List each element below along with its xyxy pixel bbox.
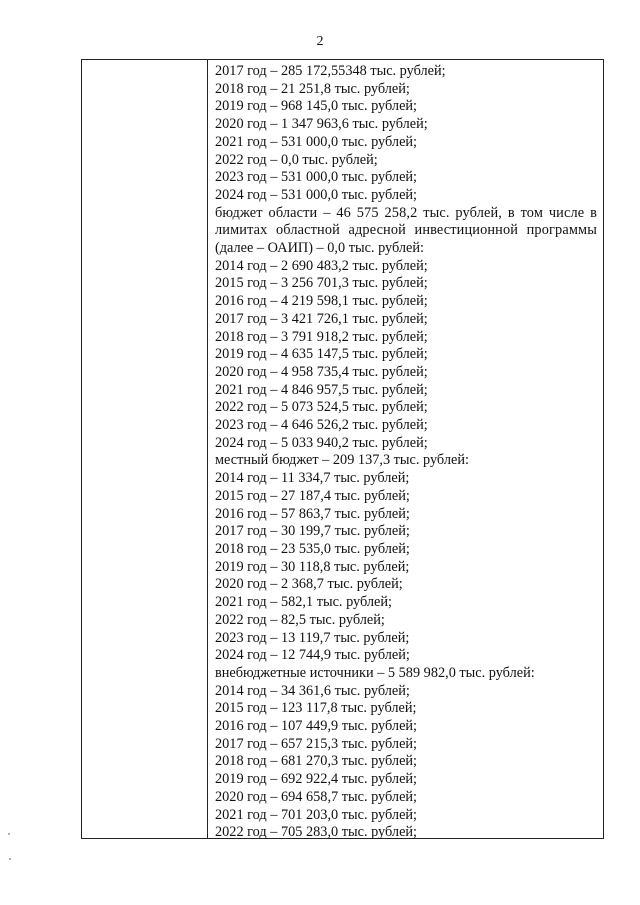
- funding-line: 2015 год – 3 256 701,3 тыс. рублей;: [215, 275, 428, 292]
- funding-line: 2022 год – 0,0 тыс. рублей;: [215, 151, 378, 168]
- funding-line: 2015 год – 123 117,8 тыс. рублей;: [215, 700, 417, 717]
- funding-line: 2017 год – 30 199,7 тыс. рублей;: [215, 523, 410, 540]
- scan-speck: [8, 833, 10, 835]
- table-right-cell: [208, 60, 603, 841]
- funding-line: 2023 год – 4 646 526,2 тыс. рублей;: [215, 417, 428, 434]
- funding-line: 2020 год – 2 368,7 тыс. рублей;: [215, 576, 403, 593]
- section-heading-extrabudgetary: внебюджетные источники – 5 589 982,0 тыс. рублей:: [215, 664, 535, 681]
- funding-line: 2019 год – 692 922,4 тыс. рублей;: [215, 771, 418, 788]
- funding-line: 2015 год – 27 187,4 тыс. рублей;: [215, 487, 410, 504]
- funding-line: 2019 год – 30 118,8 тыс. рублей;: [215, 558, 410, 575]
- funding-line: 2018 год – 23 535,0 тыс. рублей;: [215, 540, 410, 557]
- funding-line: 2017 год – 3 421 726,1 тыс. рублей;: [215, 310, 428, 327]
- funding-line: 2016 год – 57 863,7 тыс. рублей;: [215, 505, 410, 522]
- section-heading-regional-budget-end: (далее – ОАИП) – 0,0 тыс. рублей:: [215, 240, 425, 257]
- funding-line: 2024 год – 5 033 940,2 тыс. рублей;: [215, 434, 428, 451]
- funding-line: 2016 год – 107 449,9 тыс. рублей;: [215, 718, 418, 735]
- funding-line: 2017 год – 657 215,3 тыс. рублей;: [215, 735, 418, 752]
- scan-speck: [9, 858, 11, 860]
- funding-line: 2021 год – 701 203,0 тыс. рублей;: [215, 806, 418, 823]
- funding-line: 2022 год – 82,5 тыс. рублей;: [215, 611, 385, 628]
- funding-line: 2014 год – 2 690 483,2 тыс. рублей;: [215, 257, 428, 274]
- section-heading-regional-budget: бюджет области – 46 575 258,2 тыс. рублей, в том числе в: [215, 204, 597, 221]
- funding-line: 2022 год – 705 283,0 тыс. рублей;: [215, 824, 418, 841]
- funding-line: 2020 год – 694 658,7 тыс. рублей;: [215, 788, 418, 805]
- section-heading-regional-budget-cont: лимитах областной адресной инвестиционной программы: [215, 222, 597, 239]
- funding-line: 2021 год – 4 846 957,5 тыс. рублей;: [215, 381, 428, 398]
- funding-line: 2019 год – 4 635 147,5 тыс. рублей;: [215, 346, 428, 363]
- funding-line: 2017 год – 285 172,55348 тыс. рублей;: [215, 63, 446, 79]
- funding-line: 2021 год – 531 000,0 тыс. рублей;: [215, 133, 418, 150]
- funding-line: 2024 год – 531 000,0 тыс. рублей;: [215, 186, 418, 203]
- funding-line: 2023 год – 13 119,7 тыс. рублей;: [215, 629, 410, 646]
- funding-line: 2020 год – 1 347 963,6 тыс. рублей;: [215, 116, 428, 133]
- funding-line: 2023 год – 531 000,0 тыс. рублей;: [215, 169, 418, 186]
- table-left-cell: [82, 60, 208, 838]
- funding-line: 2014 год – 34 361,6 тыс. рублей;: [215, 682, 410, 699]
- funding-line: 2016 год – 4 219 598,1 тыс. рублей;: [215, 293, 428, 310]
- funding-line: 2018 год – 3 791 918,2 тыс. рублей;: [215, 328, 428, 345]
- page-number: 2: [316, 34, 324, 49]
- funding-line: 2020 год – 4 958 735,4 тыс. рублей;: [215, 363, 428, 380]
- funding-line: 2022 год – 5 073 524,5 тыс. рублей;: [215, 399, 428, 416]
- funding-line: 2021 год – 582,1 тыс. рублей;: [215, 594, 393, 611]
- funding-line: 2018 год – 21 251,8 тыс. рублей;: [215, 80, 410, 97]
- funding-line: 2019 год – 968 145,0 тыс. рублей;: [215, 98, 418, 115]
- section-heading-local-budget: местный бюджет – 209 137,3 тыс. рублей:: [215, 452, 469, 469]
- funding-line: 2018 год – 681 270,3 тыс. рублей;: [215, 753, 418, 770]
- funding-line: 2024 год – 12 744,9 тыс. рублей;: [215, 647, 410, 664]
- funding-table: [81, 59, 604, 839]
- funding-line: 2014 год – 11 334,7 тыс. рублей;: [215, 470, 410, 487]
